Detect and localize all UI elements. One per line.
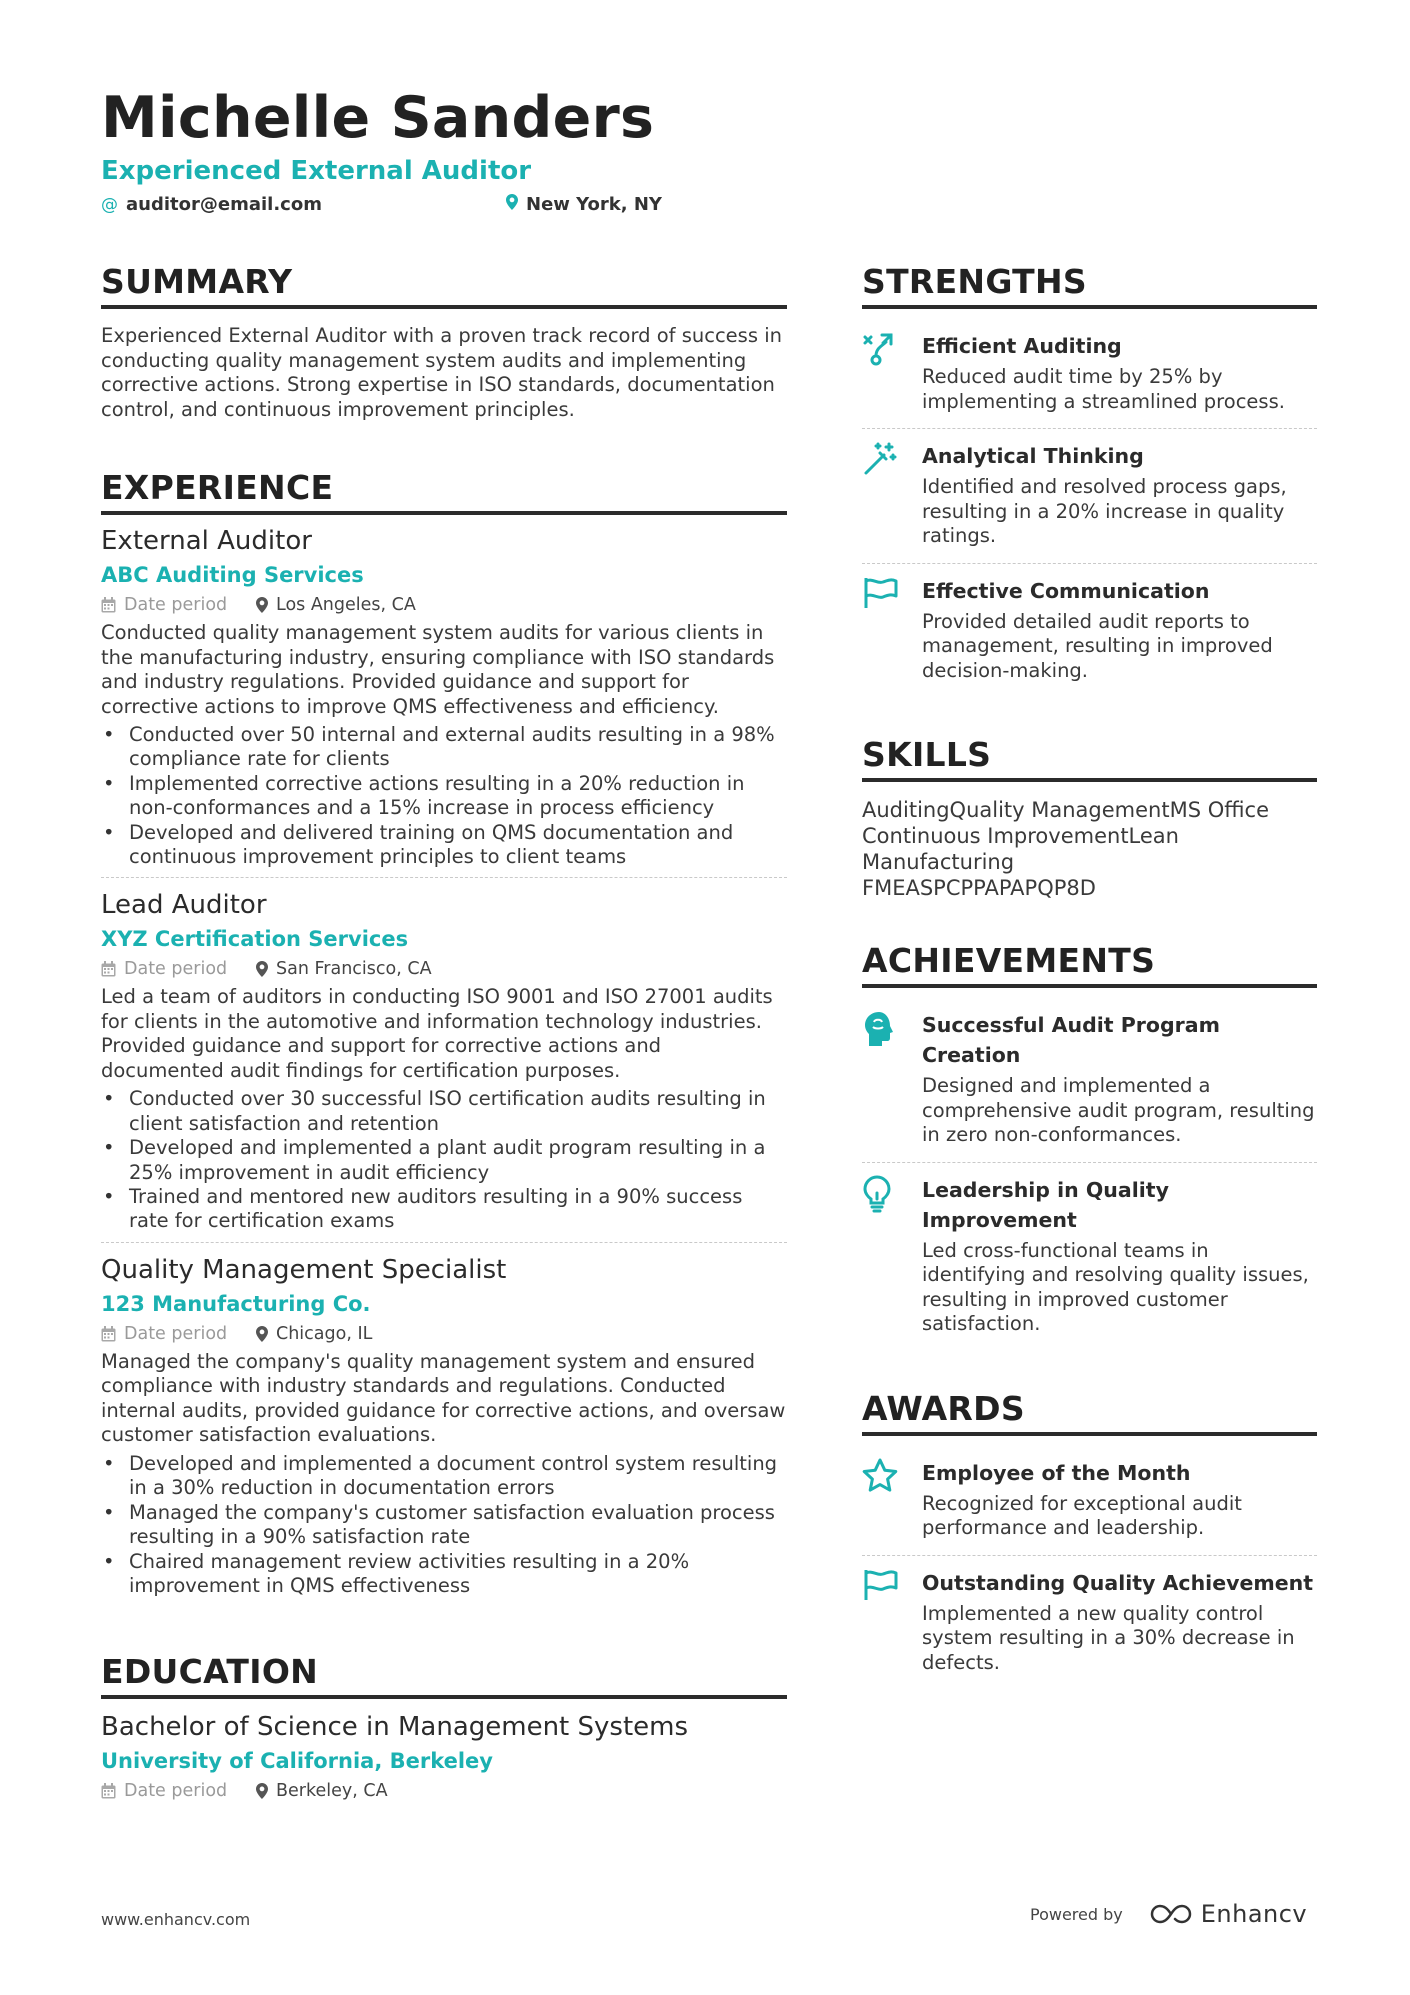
company-name: ABC Auditing Services	[101, 563, 364, 587]
job-title: External Auditor	[101, 526, 312, 556]
job-date: Date period	[101, 955, 256, 983]
calendar-icon	[101, 1326, 116, 1342]
location-pin-icon	[256, 1783, 268, 1799]
location-pin-icon	[256, 961, 268, 977]
strength-title: Analytical Thinking	[922, 444, 1144, 468]
bullet-item: • Chaired management review activities resulting in a 20% improvement in QMS effectiveness	[101, 1550, 787, 1599]
bullet-item: • Implemented corrective actions resulting in a 20% reduction in non-conformances and a 15% increase in process efficiency	[101, 772, 787, 821]
candidate-name: Michelle Sanders	[101, 85, 655, 151]
star-icon	[862, 1458, 922, 1541]
skills-heading: SKILLS	[862, 735, 1317, 782]
achievement-title: Leadership in Quality Improvement	[922, 1177, 1169, 1232]
education-location: Berkeley, CA	[256, 1777, 388, 1805]
right-column	[862, 262, 1317, 1689]
job-meta	[101, 955, 787, 983]
award-item	[862, 1555, 1317, 1690]
flag-icon	[862, 1568, 922, 1676]
degree-title: Bachelor of Science in Management Systems	[101, 1712, 689, 1743]
route-icon	[862, 331, 922, 414]
achievement-item	[862, 1162, 1317, 1351]
bullet-item: • Developed and implemented a plant audit program resulting in a 25% improvement in audit efficiency	[101, 1136, 787, 1185]
skills-line: Continuous ImprovementLean Manufacturing	[862, 824, 1179, 874]
skills-line: AuditingQuality ManagementMS Office	[862, 798, 1270, 822]
job-entry	[101, 525, 787, 877]
job-description: Led a team of auditors in conducting ISO 9001 and ISO 27001 audits for clients in the automotive and information technology industries. Provided guidance and support for corrective actions and documented audit findings for certification purposes.	[101, 985, 773, 1082]
strength-item	[862, 319, 1317, 428]
bullet-item: • Conducted over 30 successful ISO certification audits resulting in client satisfaction and retention	[101, 1087, 787, 1136]
award-title: Outstanding Quality Achievement	[922, 1570, 1314, 1595]
skills-line: FMEASPCPPAPAPQP8D	[862, 876, 1096, 900]
strength-desc: Provided detailed audit reports to management, resulting in improved decision-making.	[922, 609, 1273, 682]
achievements-heading: ACHIEVEMENTS	[862, 941, 1317, 988]
bullet-item: • Developed and implemented a document control system resulting in a 30% reduction in documentation errors	[101, 1452, 787, 1501]
job-date: Date period	[101, 1320, 256, 1348]
job-title: Lead Auditor	[101, 890, 267, 921]
achievement-title: Successful Audit Program Creation	[922, 1013, 1220, 1067]
strengths-list	[862, 319, 1317, 697]
calendar-icon	[101, 597, 116, 613]
job-title: Quality Management Specialist	[101, 1254, 507, 1285]
award-title: Employee of the Month	[922, 1460, 1191, 1485]
magic-wand-icon	[862, 441, 922, 549]
award-item	[862, 1446, 1317, 1555]
job-bullets	[101, 1452, 787, 1598]
location-pin-icon	[256, 1326, 268, 1342]
awards-list	[862, 1446, 1317, 1690]
location-pin-icon	[506, 193, 518, 217]
enhancv-logo-icon	[1149, 1902, 1193, 1926]
education-date: Date period	[101, 1777, 256, 1805]
award-desc: Recognized for exceptional audit performance and leadership.	[922, 1491, 1242, 1539]
education-heading: EDUCATION	[101, 1652, 787, 1699]
job-description: Conducted quality management system audits for various clients in the manufacturing industry, ensuring compliance with ISO standards and industry regulations. Provided guidance and support for corrective actions to improve QMS effectiveness and efficiency.	[101, 621, 775, 718]
job-bullets	[101, 723, 787, 869]
job-description: Managed the company's quality management system and ensured compliance with industry standards and regulations. Conducted internal audits, provided guidance for corrective actions, and oversaw customer satisfaction evaluations.	[101, 1349, 786, 1447]
summary-text: Experienced External Auditor with a proven track record of success in conducting quality management system audits and implementing corrective actions. Strong expertise in ISO standards, documentation control, and continuous improvement principles.	[101, 324, 782, 421]
job-location: Chicago, IL	[256, 1320, 372, 1348]
brand-logo	[1149, 1900, 1307, 1928]
education-meta	[101, 1777, 787, 1805]
school-name: University of California, Berkeley	[101, 1749, 493, 1774]
bullet-item: • Developed and delivered training on QMS documentation and continuous improvement principles to client teams	[101, 821, 787, 870]
strengths-section	[862, 262, 1317, 697]
awards-section	[862, 1389, 1317, 1690]
calendar-icon	[101, 961, 116, 977]
summary-heading: SUMMARY	[101, 262, 787, 309]
head-brain-icon	[862, 1010, 922, 1148]
lightbulb-icon	[862, 1175, 922, 1337]
job-location: Los Angeles, CA	[256, 591, 416, 619]
strength-title: Efficient Auditing	[922, 334, 1122, 358]
contact-location	[506, 193, 662, 217]
strength-title: Effective Communication	[922, 578, 1210, 603]
bullet-item: • Conducted over 50 internal and external audits resulting in a 98% compliance rate for clients	[101, 723, 787, 772]
left-column	[101, 262, 787, 1805]
bullet-item: • Managed the company's customer satisfaction evaluation process resulting in a 90% satisfaction rate	[101, 1501, 787, 1550]
strength-desc: Reduced audit time by 25% by implementing a streamlined process.	[922, 365, 1285, 413]
contact-email[interactable]	[101, 193, 322, 217]
job-meta	[101, 591, 787, 619]
company-name: XYZ Certification Services	[101, 927, 409, 952]
job-meta	[101, 1320, 787, 1348]
location-pin-icon	[256, 597, 268, 613]
candidate-title: Experienced External Auditor	[101, 156, 532, 186]
achievement-desc: Designed and implemented a comprehensive audit program, resulting in zero non-conformances.	[922, 1074, 1315, 1146]
location-text: New York, NY	[526, 194, 662, 215]
awards-heading: AWARDS	[862, 1389, 1317, 1436]
calendar-icon	[101, 1783, 116, 1799]
bullet-item: • Trained and mentored new auditors resulting in a 90% success rate for certification exams	[101, 1185, 787, 1234]
powered-by-text: Powered by	[1030, 1904, 1123, 1924]
skills-list	[862, 797, 1317, 901]
job-date: Date period	[101, 591, 256, 619]
achievements-list	[862, 998, 1317, 1351]
achievement-desc: Led cross-functional teams in identifying and resolving quality issues, resulting in improved customer satisfaction.	[922, 1238, 1309, 1335]
award-desc: Implemented a new quality control system resulting in a 30% decrease in defects.	[922, 1601, 1295, 1674]
strength-item	[862, 428, 1317, 563]
summary-section	[101, 262, 787, 422]
experience-heading: EXPERIENCE	[101, 468, 787, 515]
strength-item	[862, 563, 1317, 698]
achievement-item	[862, 998, 1317, 1162]
job-entry	[101, 877, 787, 1241]
flag-icon	[862, 576, 922, 684]
job-bullets	[101, 1087, 787, 1233]
footer-branding[interactable]	[1030, 1900, 1307, 1928]
strengths-heading: STRENGTHS	[862, 262, 1317, 309]
at-icon: @	[101, 195, 118, 215]
company-name: 123 Manufacturing Co.	[101, 1291, 371, 1316]
brand-name: Enhancv	[1200, 1900, 1308, 1928]
education-section	[101, 1652, 787, 1805]
skills-section	[862, 735, 1317, 901]
email-text: auditor@email.com	[126, 194, 322, 215]
job-entry	[101, 1242, 787, 1606]
strength-desc: Identified and resolved process gaps, resulting in a 20% increase in quality ratings.	[922, 475, 1287, 547]
experience-section	[101, 468, 787, 1606]
footer-website[interactable]: www.enhancv.com	[101, 1910, 251, 1929]
achievements-section	[862, 941, 1317, 1351]
job-location: San Francisco, CA	[256, 955, 432, 983]
